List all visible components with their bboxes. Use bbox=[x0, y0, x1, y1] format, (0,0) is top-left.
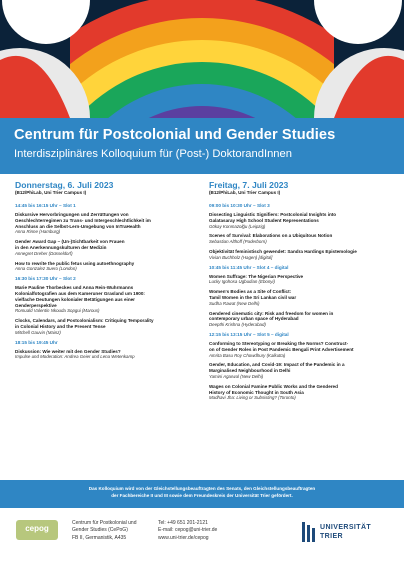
talk bbox=[209, 249, 401, 261]
talk-title-line: Women Suffrage: The Nigerian Perspective bbox=[209, 273, 304, 279]
talk-speaker: Sudha Rawat (New Delhi) bbox=[209, 300, 260, 306]
talk-title-line: contemporary urban space of Hyderabad bbox=[209, 316, 299, 322]
talk bbox=[15, 318, 207, 335]
talk-speaker: Yamini Agarwal (New Delhi) bbox=[209, 373, 264, 379]
talk-speaker: Mitchell Gauvin (Mainz) bbox=[15, 329, 61, 335]
talk bbox=[209, 362, 401, 379]
talk bbox=[209, 384, 401, 401]
program bbox=[0, 180, 404, 476]
slot-heading: 12:15 bis 13:15 Uhr – Slot 5 – digital bbox=[209, 331, 289, 337]
funding-note-line: Das Kolloquium wird von der Gleichstellungsbeauftragten des Senats, den Gleichstellungsbeauftragten bbox=[88, 486, 316, 491]
talk-title-line: Objektivität feministisch gewendet: Sandra Hardings Epistemologie bbox=[209, 248, 357, 254]
day-heading: Freitag, 7. Juli 2023 bbox=[209, 180, 289, 190]
talk-title-line: Clocks, Calendars, and Postcolonialism: Critiquing Temporality bbox=[15, 318, 154, 324]
address-line: Centrum für Postkolonial und bbox=[72, 520, 137, 526]
talk-speaker: Gökay Konmazolğu (Leipzig) bbox=[209, 223, 266, 229]
funding-note bbox=[0, 480, 404, 508]
talk bbox=[15, 212, 207, 235]
email-link[interactable]: E-mail: cepog@uni-trier.de bbox=[158, 527, 218, 534]
talk-title-line: Marginalised Neighbourhood in Delhi bbox=[209, 368, 291, 374]
university-logo-line: TRIER bbox=[320, 533, 343, 540]
decorative-arcs bbox=[0, 0, 404, 118]
room-info: (B12/PhiLab, Uni Trier Campus I) bbox=[209, 190, 281, 195]
talk-title-line: in den Anerkennungskulturen der Medizin bbox=[15, 244, 107, 250]
talk-title-line: Wages on Colonial Famine Public Works and the Gendered bbox=[209, 383, 338, 389]
talk-speaker: Deepthi Krishna (Hyderabad) bbox=[209, 322, 266, 328]
talk-speaker: Madhavi Jha: Living or Subsisting? (Toronto) bbox=[209, 395, 296, 401]
footer bbox=[0, 514, 404, 569]
talk bbox=[209, 233, 401, 245]
talk-title-line: Marie Pauline Thorbeckes und Anna Rein-Wuhrmanns bbox=[15, 285, 134, 291]
talk-title-line: vielfache Deutungen kolonialer Betätigungen aus einer bbox=[15, 296, 135, 302]
talk-title-line: Gender Award Gap – (Un-)Sichtbarkeit von Frauen bbox=[15, 239, 125, 245]
address-line: Gender Studies (CePoG) bbox=[72, 527, 128, 534]
cepog-logo-text: cepog bbox=[25, 524, 49, 533]
hero-graphic bbox=[0, 0, 404, 118]
slot-heading: 14:45 bis 16:15 Uhr – Slot 1 bbox=[15, 203, 76, 208]
talk-speaker: Anna Rinne (Hamburg) bbox=[15, 229, 61, 235]
talk-title-line: Galatasaray High School Student Representations bbox=[209, 217, 319, 223]
day-heading: Donnerstag, 6. Juli 2023 bbox=[15, 180, 114, 190]
talk-title-line: Genderperspektive bbox=[15, 302, 57, 308]
slot-heading: 10:45 bis 11:45 Uhr – Slot 4 – digital bbox=[209, 264, 289, 270]
university-logo bbox=[302, 522, 392, 548]
room-info: (B12/PhiLab, Uni Trier Campus I) bbox=[15, 190, 87, 195]
slot-heading: 18:15 bis 19:45 Uhr bbox=[15, 339, 58, 345]
talk-title-line: Gender, Education, and Covid-19: Impact of the Pandemic in a bbox=[209, 362, 345, 368]
talk-speaker: Annegret Dreher (Düsseldorf) bbox=[15, 250, 73, 256]
page-title: Centrum für Postcolonial und Gender Studies bbox=[14, 127, 336, 143]
university-shield-icon bbox=[302, 522, 316, 542]
talk bbox=[209, 274, 401, 286]
talk-title-line: in Colonial History and the Present Tense bbox=[15, 323, 106, 329]
phone-number: Tel: +49 651 201-2121 bbox=[158, 520, 208, 526]
cepog-logo bbox=[16, 520, 58, 540]
talk-title-line: Gendered cinematic city: Risk and freedom for women in bbox=[209, 310, 334, 316]
talk-speaker: Romuald Valentin Nkouda Sopgui (Marous) bbox=[15, 308, 100, 314]
talk bbox=[209, 311, 401, 328]
talk bbox=[15, 349, 207, 361]
address-line: FB II, Germanistik, A435 bbox=[72, 534, 127, 541]
talk-title-line: Anschluss an die Selbst-Lern-Umgebung von InTraHealth bbox=[15, 223, 141, 229]
page-subtitle: Interdisziplinäres Kolloquium für (Post-) DoktorandInnen bbox=[14, 148, 292, 160]
talk-title-line: Diskursive Hervorbringungen und Zerrüttungen von bbox=[15, 212, 129, 217]
talk-title-line: Tamil Women in the Sri Lankan civil war bbox=[209, 294, 297, 300]
talk-title-line: History of Economic Thought in South Asia bbox=[209, 389, 304, 395]
title-banner bbox=[0, 118, 404, 174]
talk-title-line: Dissecting Linguistic Signifiers: Postcolonial Insights into bbox=[209, 212, 337, 217]
contact-block bbox=[158, 520, 217, 542]
talk bbox=[209, 341, 401, 358]
talk-speaker: Sebastian Althoff (Paderborn) bbox=[209, 239, 267, 245]
program-day-1 bbox=[15, 180, 207, 364]
talk bbox=[15, 285, 207, 314]
program-day-2 bbox=[209, 180, 401, 405]
talk bbox=[209, 289, 401, 306]
talk-title-line: Kolonialfotografien aus dem Kameruner Grasland um 1900: bbox=[15, 290, 145, 296]
talk-title-line: Geschlechterregimen zu Trans- und Intergeschlechtlichkeit im bbox=[15, 217, 151, 223]
talk-speaker: Anna Gonzalez Suero (London) bbox=[15, 266, 77, 272]
talk bbox=[15, 239, 207, 256]
talk-speaker: Lucky Igohosa Ugbudian (Ebonyi) bbox=[209, 279, 275, 285]
talk-title-line: Conforming to Stereotyping or Breaking the Norms? Construct- bbox=[209, 340, 349, 346]
university-logo-line: UNIVERSITÄT bbox=[320, 524, 372, 531]
funding-note-line: der Fachbereiche II und III sowie dem Freundeskreis der Universität Trier gefördert. bbox=[111, 492, 293, 498]
slot-heading: 16:30 bis 17:30 Uhr – Slot 2 bbox=[15, 276, 76, 282]
website-link[interactable]: www.uni-trier.de/cepog bbox=[158, 534, 209, 541]
talk bbox=[15, 261, 207, 273]
talk bbox=[209, 212, 401, 229]
talk-title-line: on of Gender Roles in Post Pandemic Bengali Print Advertisement bbox=[209, 346, 354, 352]
talk-title-line: How to rewrite the public fetus using autoethnography bbox=[15, 260, 135, 266]
talk-speaker: Impulse und Moderation: Andrea Geier und Lena Wetenkamp bbox=[15, 354, 135, 360]
talk-title-line: Diskussion: Wie weiter mit den Gender Studies? bbox=[15, 348, 121, 354]
talk-speaker: Vivian Buchholz (Hagen) [digital] bbox=[209, 254, 273, 260]
talk-title-line: Women's Bodies as a Site of Conflict: bbox=[209, 289, 292, 295]
talk-speaker: Amrita Basu Roy Chowdhury (Kalkutta) bbox=[209, 352, 286, 358]
slot-heading: 09:00 bis 10:30 Uhr – Slot 3 bbox=[209, 203, 270, 208]
address-block bbox=[72, 520, 136, 542]
talk-title-line: Scenes of Survival: Elaborations on a Ubiquitous Notion bbox=[209, 233, 333, 239]
